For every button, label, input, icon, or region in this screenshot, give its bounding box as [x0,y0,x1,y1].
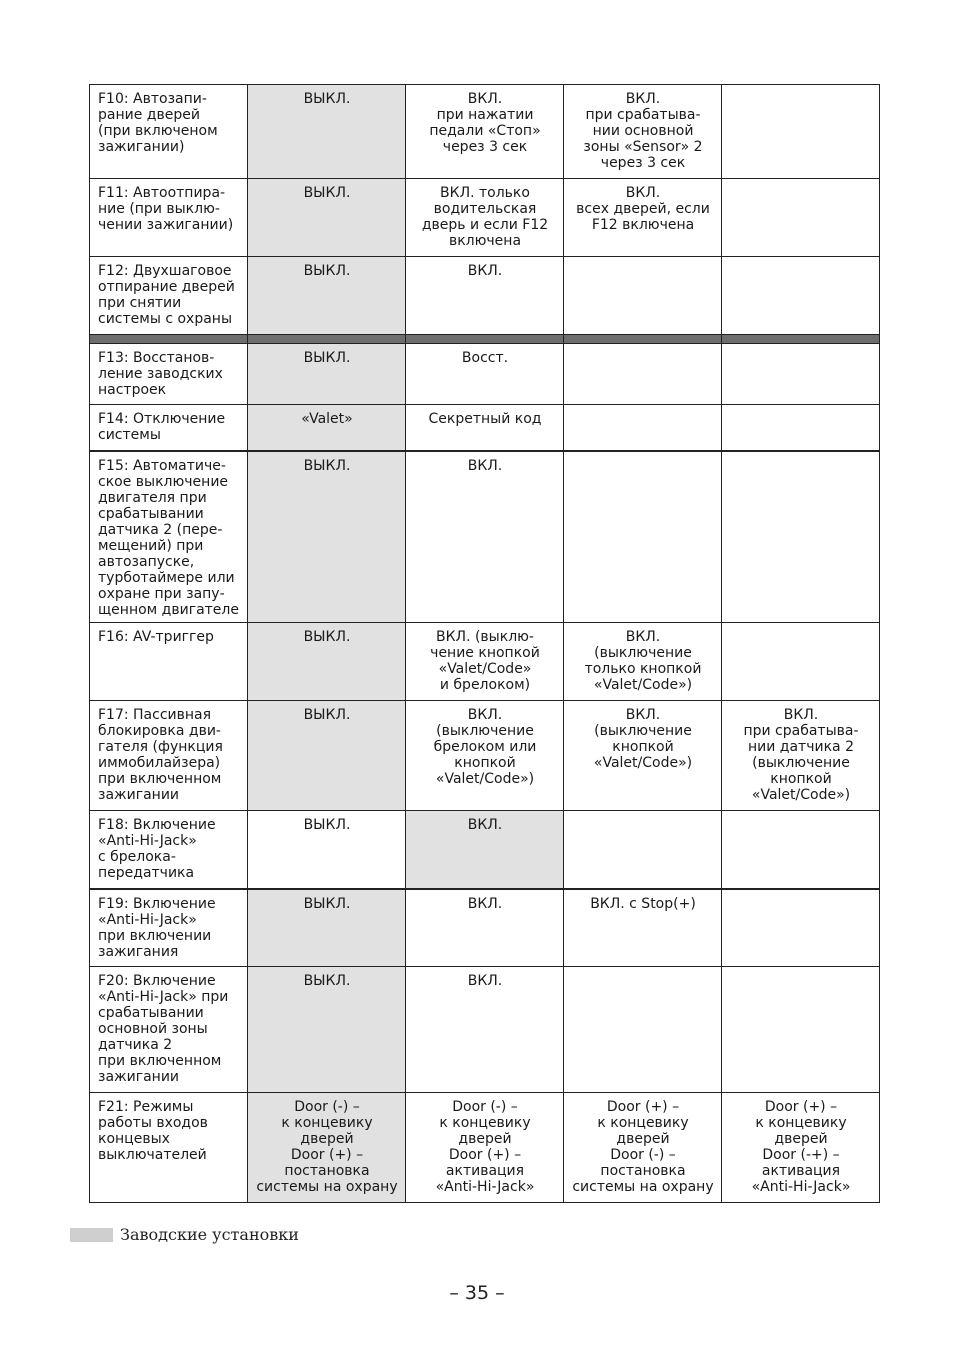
setting-value: ВЫКЛ. [248,344,406,405]
setting-value [722,85,880,179]
setting-value: ВКЛ. при срабатыва- нии датчика 2 (выключение кнопкой «Valet/Code») [722,701,880,811]
function-name: F20: Включение «Anti-Hi-Jack» при срабатывании основной зоны датчика 2 при включенном зажигании [90,967,248,1093]
table-row [90,405,880,451]
table-row [90,179,880,257]
function-name: F15: Автоматиче- ское выключение двигателя при срабатывании датчика 2 (пере- мещений) при автозапуске, турботаймере или охране при запу- щенном двигателе [90,451,248,623]
setting-value [722,179,880,257]
setting-value: ВЫКЛ. [248,85,406,179]
table-row [90,344,880,405]
setting-value: ВКЛ. (выключение только кнопкой «Valet/Code») [564,623,722,701]
function-name: F12: Двухшаговое отпирание дверей при снятии системы с охраны [90,257,248,335]
setting-value: ВЫКЛ. [248,257,406,335]
setting-value: ВЫКЛ. [248,967,406,1093]
setting-value: ВКЛ. [406,967,564,1093]
setting-value [722,623,880,701]
setting-value: ВКЛ. (выклю- чение кнопкой «Valet/Code» и брелоком) [406,623,564,701]
table-row [90,257,880,335]
function-name: F19: Включение «Anti-Hi-Jack» при включении зажигания [90,889,248,967]
setting-value [722,811,880,889]
legend [70,1226,299,1244]
setting-value [564,257,722,335]
setting-value: ВКЛ. [406,811,564,889]
setting-value: ВКЛ. при нажатии педали «Стоп» через 3 сек [406,85,564,179]
setting-value: ВКЛ. [406,451,564,623]
function-settings-table [89,84,880,1203]
function-name: F18: Включение «Anti-Hi-Jack» с брелока- передатчика [90,811,248,889]
setting-value [564,405,722,451]
function-name: F10: Автозапи- рание дверей (при включеном зажигании) [90,85,248,179]
setting-value: ВКЛ. только водительская дверь и если F12 включена [406,179,564,257]
function-name: F16: AV-триггер [90,623,248,701]
setting-value [564,967,722,1093]
function-name: F11: Автоотпира- ние (при выклю- чении зажигании) [90,179,248,257]
setting-value: ВЫКЛ. [248,889,406,967]
setting-value [722,257,880,335]
setting-value [564,451,722,623]
setting-value: ВЫКЛ. [248,451,406,623]
setting-value: Door (-) – к концевику дверей Door (+) – активация «Anti-Hi-Jack» [406,1093,564,1203]
table-row [90,451,880,623]
setting-value [722,451,880,623]
setting-value: Секретный код [406,405,564,451]
table-row [90,701,880,811]
setting-value: ВКЛ. (выключение кнопкой «Valet/Code») [564,701,722,811]
setting-value: Door (+) – к концевику дверей Door (-) – постановка системы на охрану [564,1093,722,1203]
setting-value: «Valet» [248,405,406,451]
section-separator [90,335,880,344]
legend-swatch [70,1228,113,1242]
setting-value: ВКЛ. при срабатыва- нии основной зоны «Sensor» 2 через 3 сек [564,85,722,179]
setting-value [722,405,880,451]
table-row [90,85,880,179]
table-row [90,889,880,967]
setting-value: Door (+) – к концевику дверей Door (-+) – активация «Anti-Hi-Jack» [722,1093,880,1203]
legend-text: Заводские установки [120,1225,299,1244]
setting-value: ВЫКЛ. [248,179,406,257]
function-name: F14: Отключение системы [90,405,248,451]
setting-value [722,344,880,405]
setting-value: Восст. [406,344,564,405]
table-row [90,967,880,1093]
table-row [90,623,880,701]
setting-value [722,889,880,967]
setting-value: ВКЛ. всех дверей, если F12 включена [564,179,722,257]
table-row [90,1093,880,1203]
function-name: F17: Пассивная блокировка дви- гателя (функция иммобилайзера) при включенном зажигании [90,701,248,811]
setting-value: ВКЛ. с Stop(+) [564,889,722,967]
function-name: F13: Восстанов- ление заводских настроек [90,344,248,405]
setting-value: ВКЛ. [406,257,564,335]
setting-value: ВЫКЛ. [248,811,406,889]
setting-value: ВКЛ. [406,889,564,967]
page-number: – 35 – [449,1282,505,1304]
setting-value: ВКЛ. (выключение брелоком или кнопкой «Valet/Code») [406,701,564,811]
table-row [90,811,880,889]
setting-value [722,967,880,1093]
setting-value: ВЫКЛ. [248,701,406,811]
setting-value [564,811,722,889]
setting-value [564,344,722,405]
function-name: F21: Режимы работы входов концевых выключателей [90,1093,248,1203]
setting-value: ВЫКЛ. [248,623,406,701]
setting-value: Door (-) – к концевику дверей Door (+) – постановка системы на охрану [248,1093,406,1203]
